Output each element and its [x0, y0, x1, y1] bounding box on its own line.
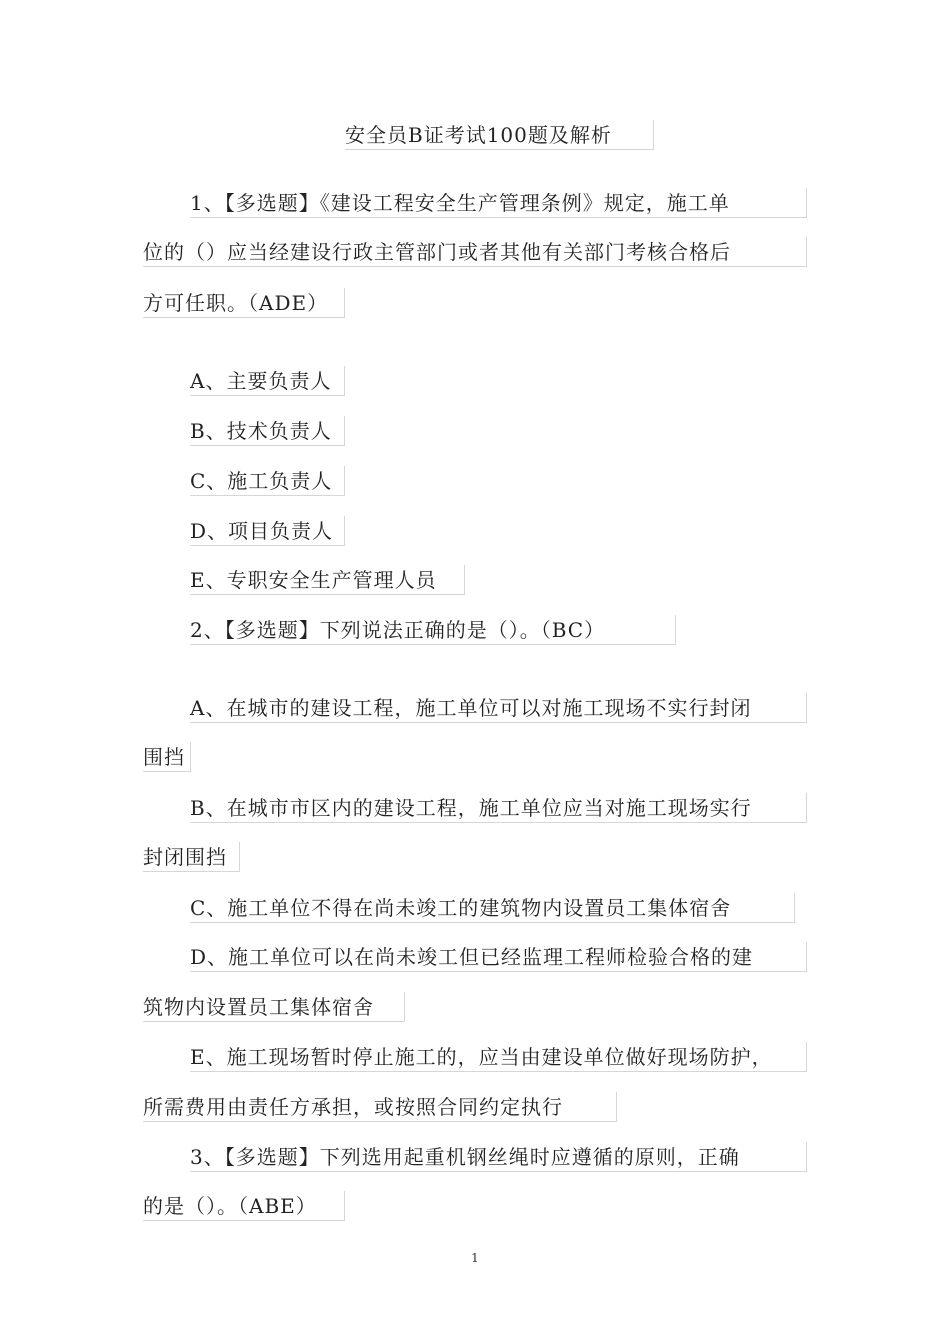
- question-1-option-e: E、专职安全生产管理人员: [190, 565, 465, 595]
- question-1-option-b: B、技术负责人: [190, 416, 345, 446]
- question-2-option-e-line-1: E、施工现场暂时停止施工的，应当由建设单位做好现场防护，: [190, 1042, 807, 1072]
- question-1-line-2: 位的（）应当经建设行政主管部门或者其他有关部门考核合格后: [143, 237, 807, 267]
- question-2-option-b-line-2: 封闭围挡: [143, 842, 240, 872]
- question-2-option-d-line-1: D、施工单位可以在尚未竣工但已经监理工程师检验合格的建: [190, 942, 807, 972]
- question-1-option-c: C、施工负责人: [190, 466, 345, 496]
- question-2-option-a-line-2: 围挡: [143, 742, 191, 772]
- question-2-option-a-line-1: A、在城市的建设工程，施工单位可以对施工现场不实行封闭: [190, 693, 807, 723]
- question-2-option-c: C、施工单位不得在尚未竣工的建筑物内设置员工集体宿舍: [190, 893, 795, 923]
- question-1-line-3: 方可任职。（ADE）: [143, 288, 345, 318]
- question-1-option-a: A、主要负责人: [190, 366, 345, 396]
- page-number: 1: [471, 1251, 479, 1265]
- question-1-option-d: D、项目负责人: [190, 516, 345, 546]
- question-3-line-2: 的是（）。（ABE）: [143, 1191, 345, 1221]
- question-2-option-b-line-1: B、在城市市区内的建设工程，施工单位应当对施工现场实行: [190, 793, 807, 823]
- question-2-option-e-line-2: 所需费用由责任方承担，或按照合同约定执行: [143, 1092, 617, 1122]
- question-2-line-1: 2、【多选题】下列说法正确的是（）。（BC）: [190, 615, 676, 645]
- question-3-line-1: 3、【多选题】下列选用起重机钢丝绳时应遵循的原则，正确: [190, 1142, 807, 1172]
- question-1-line-1: 1、【多选题】《建设工程安全生产管理条例》规定，施工单: [190, 188, 807, 218]
- document-title: 安全员B证考试100题及解析: [345, 120, 654, 150]
- question-2-option-d-line-2: 筑物内设置员工集体宿舍: [143, 992, 405, 1022]
